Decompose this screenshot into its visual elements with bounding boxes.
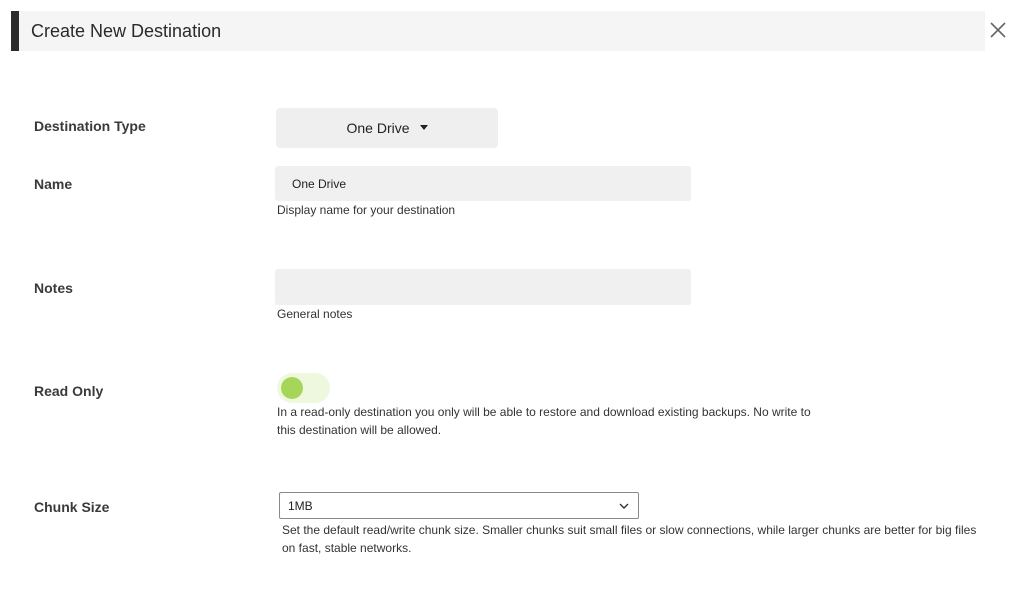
close-button[interactable] [988,20,1008,40]
name-help: Display name for your destination [277,203,456,217]
destination-type-dropdown[interactable] [276,108,498,148]
dialog-header [11,11,985,51]
chunk-size-value: 1MB [288,498,313,513]
chevron-down-icon [618,500,630,512]
caret-down-icon [420,125,428,130]
read-only-toggle[interactable] [277,373,330,403]
chunk-size-label: Chunk Size [34,499,110,515]
destination-type-value: One Drive [346,120,410,136]
read-only-label: Read Only [34,383,104,399]
chunk-size-select[interactable] [279,492,639,519]
dialog-title: Create New Destination [31,20,222,41]
name-label: Name [34,176,73,192]
notes-label: Notes [34,280,73,296]
notes-input[interactable] [275,269,691,305]
read-only-help: In a read-only destination you only will be able to restore and download existing backups. No write to this destination will be allowed. [277,405,811,437]
close-icon [988,20,1008,40]
notes-help: General notes [277,307,353,321]
destination-type-label: Destination Type [34,118,146,134]
chunk-size-help: Set the default read/write chunk size. Smaller chunks suit small files or slow connections, while larger chunks are better for big files on fast, stable networks. [282,523,977,555]
toggle-knob [281,377,303,399]
name-input[interactable] [275,166,691,201]
